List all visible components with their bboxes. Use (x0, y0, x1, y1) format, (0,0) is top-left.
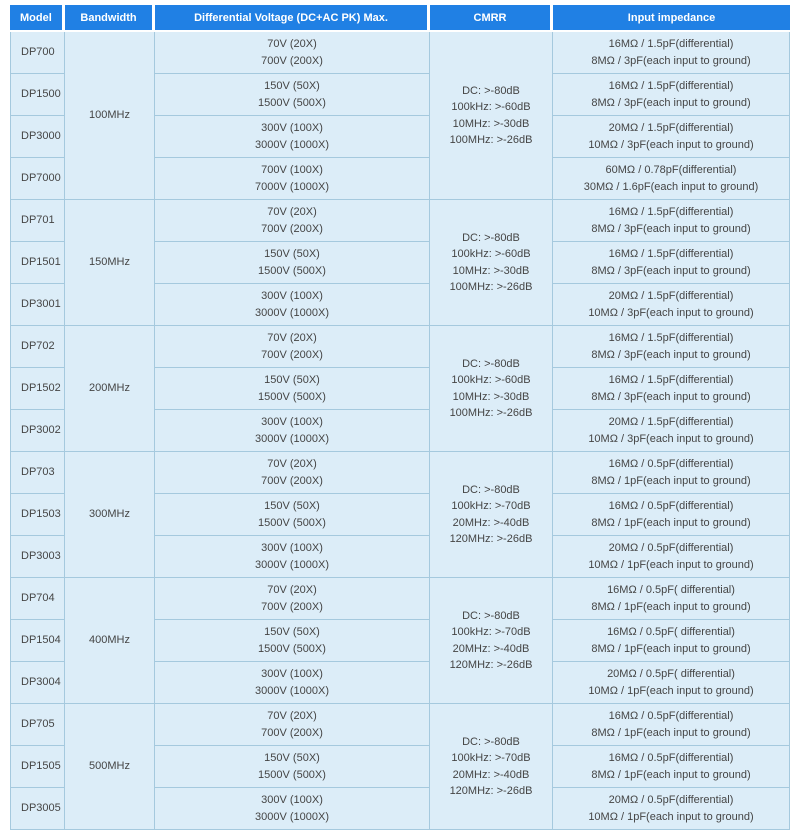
cell-line: 16MΩ / 0.5pF( differential) (607, 584, 735, 596)
cell-line: 70V (20X) (267, 710, 317, 722)
cmrr-cell (430, 704, 553, 830)
cell-line: 8MΩ / 3pF(each input to ground) (591, 348, 751, 361)
voltage-cell (155, 200, 430, 242)
cell-line: 3000V (1000X) (255, 306, 329, 319)
impedance-cell (553, 788, 790, 830)
cell-line: 150V (50X) (264, 626, 320, 638)
cell-line: 700V (200X) (261, 54, 323, 67)
cell-line: 8MΩ / 1pF(each input to ground) (591, 642, 751, 655)
impedance-cell (553, 74, 790, 116)
impedance-cell (553, 200, 790, 242)
column-header-voltage: Differential Voltage (DC+AC PK) Max. (155, 5, 430, 32)
voltage-cell (155, 116, 430, 158)
voltage-cell (155, 536, 430, 578)
cell-line: 20MΩ / 0.5pF( differential) (607, 668, 735, 680)
cmrr-cell (430, 200, 553, 326)
model-cell: DP1501 (10, 242, 65, 284)
cell-line: 700V (200X) (261, 726, 323, 739)
cell-line: 100kHz: >-70dB (451, 500, 531, 512)
model-cell: DP3005 (10, 788, 65, 830)
cell-line: 700V (200X) (261, 600, 323, 613)
voltage-cell (155, 326, 430, 368)
voltage-cell (155, 578, 430, 620)
cell-line: 10MΩ / 1pF(each input to ground) (588, 684, 754, 697)
cell-line: 20MΩ / 1.5pF(differential) (608, 122, 734, 134)
cell-line: 8MΩ / 1pF(each input to ground) (591, 516, 751, 529)
cell-line: 8MΩ / 3pF(each input to ground) (591, 264, 751, 277)
table-row (10, 200, 790, 242)
model-cell: DP1504 (10, 620, 65, 662)
cell-line: 70V (20X) (267, 38, 317, 50)
cell-line: 120MHz: >-26dB (449, 533, 533, 545)
bandwidth-cell: 300MHz (65, 452, 155, 578)
voltage-cell (155, 242, 430, 284)
voltage-cell (155, 704, 430, 746)
cell-line: 16MΩ / 1.5pF(differential) (608, 206, 734, 218)
specs-table (10, 5, 790, 830)
cmrr-cell (430, 452, 553, 578)
cell-line: 20MΩ / 0.5pF(differential) (608, 542, 734, 554)
voltage-cell (155, 284, 430, 326)
cmrr-cell (430, 578, 553, 704)
cell-line: 16MΩ / 1.5pF(differential) (608, 248, 734, 260)
voltage-cell (155, 368, 430, 410)
cell-line: 1500V (500X) (258, 516, 326, 529)
impedance-cell (553, 368, 790, 410)
cell-line: 16MΩ / 1.5pF(differential) (608, 374, 734, 386)
model-cell: DP700 (10, 32, 65, 74)
cell-line: 20MΩ / 0.5pF(differential) (608, 794, 734, 806)
cell-line: 70V (20X) (267, 458, 317, 470)
model-cell: DP3003 (10, 536, 65, 578)
impedance-cell (553, 536, 790, 578)
cell-line: 16MΩ / 1.5pF(differential) (608, 332, 734, 344)
model-cell: DP3004 (10, 662, 65, 704)
cell-line: 10MHz: >-30dB (452, 264, 530, 277)
cell-line: 70V (20X) (267, 332, 317, 344)
voltage-cell (155, 452, 430, 494)
voltage-cell (155, 158, 430, 200)
cell-line: 20MΩ / 1.5pF(differential) (608, 416, 734, 428)
voltage-cell (155, 74, 430, 116)
cell-line: 16MΩ / 0.5pF(differential) (608, 458, 734, 470)
column-header-impedance: Input impedance (553, 5, 790, 32)
cell-line: 150V (50X) (264, 752, 320, 764)
voltage-cell (155, 620, 430, 662)
cell-line: DC: >-80dB (462, 483, 520, 496)
cell-line: 10MΩ / 3pF(each input to ground) (588, 306, 754, 319)
cell-line: 1500V (500X) (258, 768, 326, 781)
cell-line: 8MΩ / 1pF(each input to ground) (591, 600, 751, 613)
cell-line: 100MHz: >-26dB (449, 134, 533, 146)
table-row (10, 704, 790, 746)
column-header-cmrr: CMRR (430, 5, 553, 32)
bandwidth-cell: 150MHz (65, 200, 155, 326)
cell-line: 20MHz: >-40dB (452, 768, 530, 781)
cell-line: 120MHz: >-26dB (449, 659, 533, 671)
impedance-cell (553, 326, 790, 368)
model-cell: DP704 (10, 578, 65, 620)
cell-line: 16MΩ / 0.5pF( differential) (607, 626, 735, 638)
header-row (10, 5, 790, 32)
model-cell: DP1503 (10, 494, 65, 536)
table-body (10, 32, 790, 830)
table-row (10, 452, 790, 494)
voltage-cell (155, 410, 430, 452)
cell-line: 8MΩ / 3pF(each input to ground) (591, 54, 751, 67)
model-cell: DP3000 (10, 116, 65, 158)
cell-line: 20MΩ / 1.5pF(differential) (608, 290, 734, 302)
impedance-cell (553, 494, 790, 536)
bandwidth-cell: 100MHz (65, 32, 155, 200)
cell-line: 300V (100X) (261, 290, 323, 302)
table-row (10, 32, 790, 74)
cell-line: 3000V (1000X) (255, 138, 329, 151)
cmrr-cell (430, 326, 553, 452)
voltage-cell (155, 746, 430, 788)
cell-line: 100kHz: >-70dB (451, 752, 531, 764)
cell-line: 8MΩ / 1pF(each input to ground) (591, 726, 751, 739)
table-row (10, 326, 790, 368)
cell-line: 700V (200X) (261, 222, 323, 235)
cell-line: 100kHz: >-70dB (451, 626, 531, 638)
model-cell: DP702 (10, 326, 65, 368)
model-cell: DP1505 (10, 746, 65, 788)
bandwidth-cell: 500MHz (65, 704, 155, 830)
cell-line: 1500V (500X) (258, 96, 326, 109)
impedance-cell (553, 158, 790, 200)
cell-line: 300V (100X) (261, 416, 323, 428)
voltage-cell (155, 788, 430, 830)
impedance-cell (553, 452, 790, 494)
cell-line: 100kHz: >-60dB (451, 248, 531, 260)
cell-line: 8MΩ / 1pF(each input to ground) (591, 474, 751, 487)
cell-line: 120MHz: >-26dB (449, 785, 533, 797)
cell-line: 1500V (500X) (258, 390, 326, 403)
cell-line: 10MΩ / 1pF(each input to ground) (588, 810, 754, 823)
cell-line: 300V (100X) (261, 668, 323, 680)
cell-line: DC: >-80dB (462, 357, 520, 370)
cell-line: 16MΩ / 0.5pF(differential) (608, 710, 734, 722)
cell-line: 700V (100X) (261, 164, 323, 176)
cell-line: 100kHz: >-60dB (451, 374, 531, 386)
cell-line: 150V (50X) (264, 500, 320, 512)
table-header (10, 5, 790, 32)
model-cell: DP701 (10, 200, 65, 242)
cell-line: 16MΩ / 1.5pF(differential) (608, 38, 734, 50)
cell-line: 700V (200X) (261, 348, 323, 361)
column-header-bandwidth: Bandwidth (65, 5, 155, 32)
impedance-cell (553, 704, 790, 746)
cell-line: 10MHz: >-30dB (452, 390, 530, 403)
cell-line: 10MΩ / 3pF(each input to ground) (588, 432, 754, 445)
bandwidth-cell: 400MHz (65, 578, 155, 704)
cell-line: DC: >-80dB (462, 231, 520, 244)
cell-line: 16MΩ / 0.5pF(differential) (608, 752, 734, 764)
cell-line: 10MΩ / 1pF(each input to ground) (588, 558, 754, 571)
column-header-model: Model (10, 5, 65, 32)
cell-line: 1500V (500X) (258, 264, 326, 277)
model-cell: DP3002 (10, 410, 65, 452)
cell-line: 16MΩ / 1.5pF(differential) (608, 80, 734, 92)
cell-line: 300V (100X) (261, 794, 323, 806)
cell-line: 10MΩ / 3pF(each input to ground) (588, 138, 754, 151)
model-cell: DP703 (10, 452, 65, 494)
cell-line: 70V (20X) (267, 206, 317, 218)
table-row (10, 578, 790, 620)
cell-line: DC: >-80dB (462, 609, 520, 622)
cell-line: 100kHz: >-60dB (451, 101, 531, 113)
cmrr-cell (430, 32, 553, 200)
cell-line: 700V (200X) (261, 474, 323, 487)
cell-line: 20MHz: >-40dB (452, 642, 530, 655)
voltage-cell (155, 32, 430, 74)
cell-line: 30MΩ / 1.6pF(each input to ground) (583, 180, 759, 193)
model-cell: DP1500 (10, 74, 65, 116)
cell-line: 10MHz: >-30dB (452, 117, 530, 130)
cell-line: 8MΩ / 3pF(each input to ground) (591, 390, 751, 403)
cell-line: 300V (100X) (261, 542, 323, 554)
impedance-cell (553, 116, 790, 158)
cell-line: 70V (20X) (267, 584, 317, 596)
cell-line: 8MΩ / 1pF(each input to ground) (591, 768, 751, 781)
cell-line: 150V (50X) (264, 374, 320, 386)
cell-line: 1500V (500X) (258, 642, 326, 655)
model-cell: DP1502 (10, 368, 65, 410)
cell-line: 150V (50X) (264, 248, 320, 260)
cell-line: 3000V (1000X) (255, 432, 329, 445)
impedance-cell (553, 242, 790, 284)
impedance-cell (553, 662, 790, 704)
cell-line: 7000V (1000X) (255, 180, 329, 193)
impedance-cell (553, 284, 790, 326)
cell-line: 8MΩ / 3pF(each input to ground) (591, 222, 751, 235)
cell-line: DC: >-80dB (462, 84, 520, 97)
impedance-cell (553, 620, 790, 662)
model-cell: DP3001 (10, 284, 65, 326)
cell-line: 60MΩ / 0.78pF(differential) (605, 164, 737, 176)
voltage-cell (155, 494, 430, 536)
impedance-cell (553, 746, 790, 788)
model-cell: DP705 (10, 704, 65, 746)
cell-line: 3000V (1000X) (255, 558, 329, 571)
cell-line: 100MHz: >-26dB (449, 281, 533, 293)
cell-line: 8MΩ / 3pF(each input to ground) (591, 96, 751, 109)
bandwidth-cell: 200MHz (65, 326, 155, 452)
voltage-cell (155, 662, 430, 704)
impedance-cell (553, 410, 790, 452)
cell-line: 16MΩ / 0.5pF(differential) (608, 500, 734, 512)
cell-line: 300V (100X) (261, 122, 323, 134)
impedance-cell (553, 578, 790, 620)
cell-line: DC: >-80dB (462, 735, 520, 748)
impedance-cell (553, 32, 790, 74)
cell-line: 20MHz: >-40dB (452, 516, 530, 529)
cell-line: 3000V (1000X) (255, 684, 329, 697)
cell-line: 150V (50X) (264, 80, 320, 92)
cell-line: 3000V (1000X) (255, 810, 329, 823)
model-cell: DP7000 (10, 158, 65, 200)
cell-line: 100MHz: >-26dB (449, 407, 533, 419)
